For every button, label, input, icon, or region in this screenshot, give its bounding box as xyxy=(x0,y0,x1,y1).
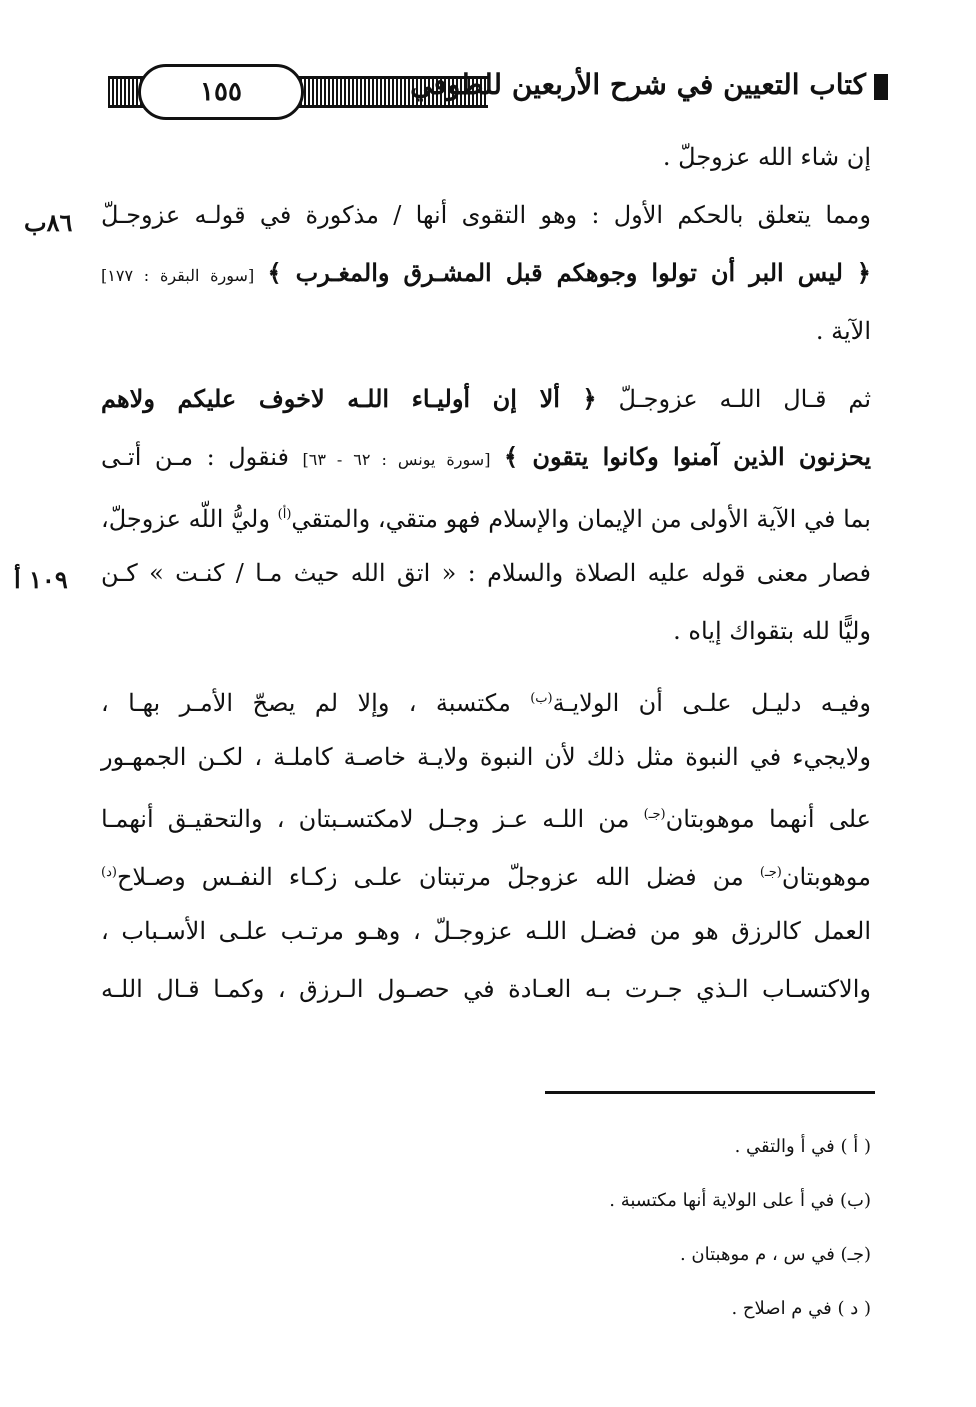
text-line xyxy=(101,370,871,428)
footnote-marker: (د) xyxy=(101,865,117,880)
verse-reference: [سورة البقرة : ١٧٧] xyxy=(101,266,255,285)
text-segment: وليُّ اللّه عزوجلّ، xyxy=(101,505,270,533)
text-segment: على أنهما موهوبتان xyxy=(665,805,871,833)
text-line: والاكتسـاب الـذي جـرت بـه العـادة في حصـول الـرزق ، وكمـا قـال اللـه xyxy=(101,975,871,1003)
footnote-b: (ب) في أ على الولاية أنها مكتسبة . xyxy=(609,1190,871,1211)
text-line xyxy=(101,670,871,728)
text-line xyxy=(101,844,871,902)
footnote-marker: (ب) xyxy=(530,691,553,706)
footnote-a: ( أ ) في أ والتقي . xyxy=(734,1136,871,1157)
text-segment: فنقول : مـن أتـى xyxy=(101,443,289,471)
text-line: ومما يتعلق بالحكم الأول : وهو التقوى أنها / مذكورة في قولـه عزوجـلّ xyxy=(101,201,871,229)
text-line: إن شاء الله عزوجلّ . xyxy=(662,143,871,171)
page-header xyxy=(108,62,888,132)
text-segment: من فضل الله عزوجلّ مرتبتان علـى زكـاء النفـس وصـلاح xyxy=(116,863,744,891)
footnote-c: (جـ) في س ، م موهبتان . xyxy=(679,1244,871,1265)
text-line xyxy=(101,428,871,486)
margin-folio-note: ٨٦ب xyxy=(24,208,73,237)
text-line: فصار معنى قوله عليه الصلاة والسلام : « اتق الله حيث مـا / كنـت » كـن xyxy=(101,559,871,587)
text-segment: بما في الآية الأولى من الإيمان والإسلام فهو متقي، والمتقي xyxy=(291,505,871,533)
margin-folio-note: ١٠٩ أ xyxy=(14,565,68,594)
main-text xyxy=(101,128,871,1018)
text-line: الآية . xyxy=(815,317,871,345)
footnote-marker: (أ) xyxy=(277,507,292,522)
text-segment: ثم قـال اللـه عزوجـلّ xyxy=(618,385,872,413)
verse-reference: [سورة يونس : ٦٢ - ٦٣] xyxy=(302,450,491,469)
text-segment: من اللـه عـز وجـل لامكتسـبتان ، والتحقيـق أنهمـا xyxy=(101,805,630,833)
text-line xyxy=(101,244,871,302)
quran-verse: يحزنون الذين آمنوا وكانوا يتقون ﴾ xyxy=(504,442,872,471)
text-line: ولايجيء في النبوة مثل ذلك لأن النبوة ولايـة خاصـة كاملـة ، لكـن الجمهـور xyxy=(101,743,871,771)
footnote-divider xyxy=(545,1091,875,1094)
quran-verse: ﴿ ليس البر أن تولوا وجوهكم قبل المشـرق والمغـرب ﴾ xyxy=(267,258,871,287)
text-line xyxy=(101,486,871,544)
footnotes xyxy=(101,1120,871,1336)
header-square-icon xyxy=(874,74,888,100)
quran-verse: ﴿ ألا إن أوليـاء اللـه لاخوف عليكم ولاهم xyxy=(101,384,597,413)
text-line xyxy=(101,786,871,844)
text-segment: موهوبتان xyxy=(781,863,871,891)
book-title: كتاب التعيين في شرح الأربعين للطوفي xyxy=(410,68,866,101)
text-segment: وفيـه دليـل علـى أن الولايـة xyxy=(552,689,871,717)
text-segment: مكتسبة ، وإلا لم يصحّ الأمـر بهـا ، xyxy=(101,689,511,717)
footnote-marker: (جـ) xyxy=(759,865,782,880)
footnote-marker: (جـ) xyxy=(643,807,666,822)
text-line: وليًّا لله بتقواك إياه . xyxy=(673,617,871,645)
footnote-d: ( د ) في م اصلاح . xyxy=(731,1298,871,1319)
text-line: العمل كالرزق هو من فضـل اللـه عزوجـلّ ، وهـو مرتـب علـى الأسـباب ، xyxy=(101,917,871,945)
page-number: ١٥٥ xyxy=(138,64,304,120)
